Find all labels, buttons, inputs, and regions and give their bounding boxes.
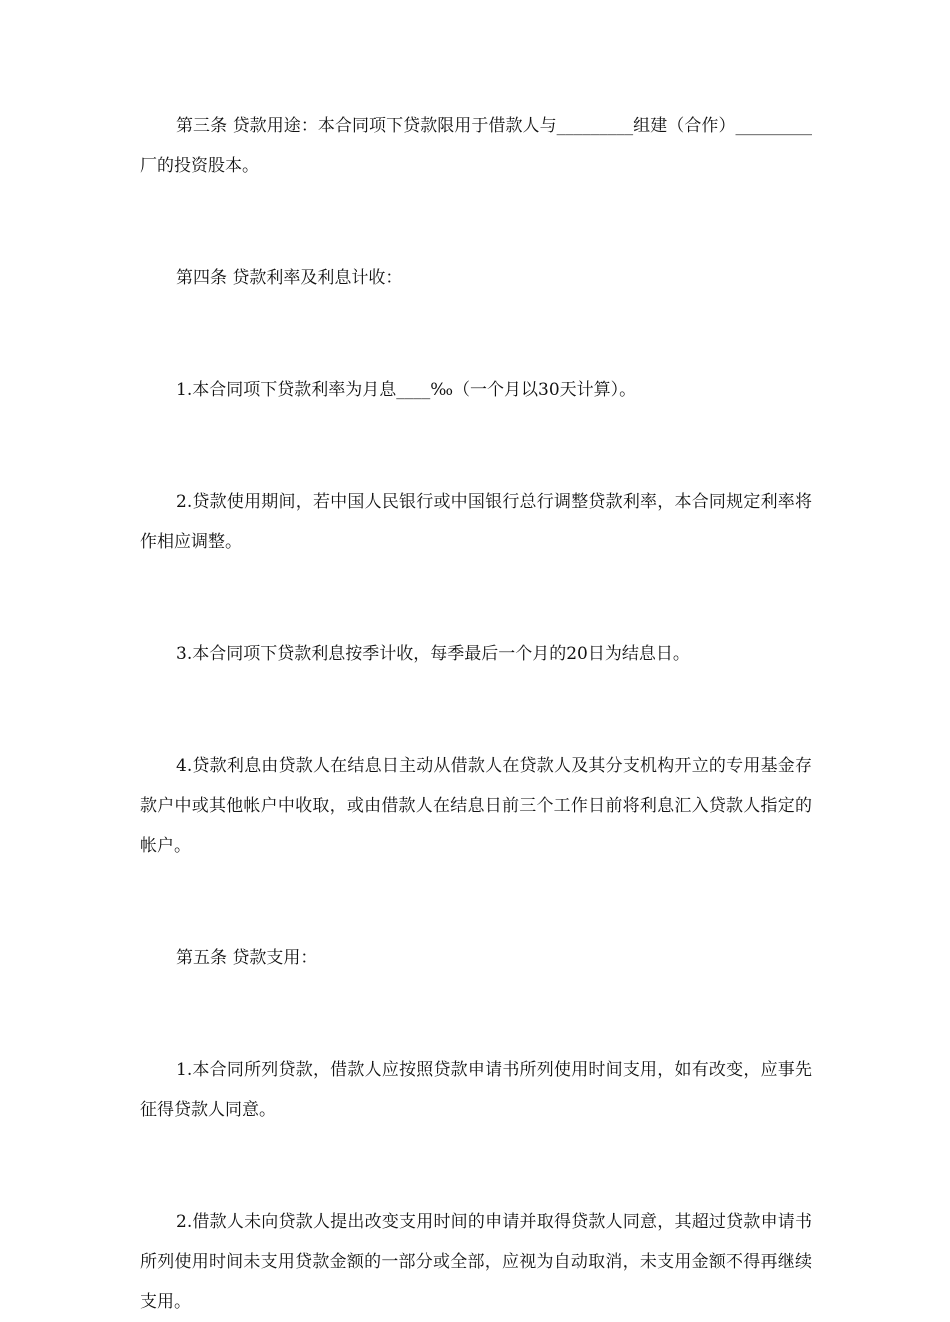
article-3-loan-purpose: 第三条 贷款用途：本合同项下贷款限用于借款人与_________组建（合作）_________厂的投资股本。 — [140, 116, 812, 176]
article-4-clause-2: 2.贷款使用期间，若中国人民银行或中国银行总行调整贷款利率，本合同规定利率将作相应调整。 — [140, 492, 812, 552]
article-4-clause-3: 3.本合同项下贷款利息按季计收，每季最后一个月的20日为结息日。 — [176, 644, 690, 664]
article-5-clause-2: 2.借款人未向贷款人提出改变支用时间的申请并取得贷款人同意，其超过贷款申请书所列使用时间未支用贷款金额的一部分或全部，应视为自动取消，未支用金额不得再继续支用。 — [140, 1212, 812, 1312]
article-4-heading: 第四条 贷款利率及利息计收： — [176, 268, 403, 288]
article-4-clause-4: 4.贷款利息由贷款人在结息日主动从借款人在贷款人及其分支机构开立的专用基金存款户中或其他帐户中收取，或由借款人在结息日前三个工作日前将利息汇入贷款人指定的帐户。 — [140, 756, 812, 856]
article-5-clause-1: 1.本合同所列贷款，借款人应按照贷款申请书所列使用时间支用，如有改变，应事先征得贷款人同意。 — [140, 1060, 812, 1120]
article-5-heading: 第五条 贷款支用： — [176, 948, 318, 968]
article-4-clause-1: 1.本合同项下贷款利率为月息____‰（一个月以30天计算）。 — [176, 380, 637, 400]
document-body — [140, 106, 812, 1322]
